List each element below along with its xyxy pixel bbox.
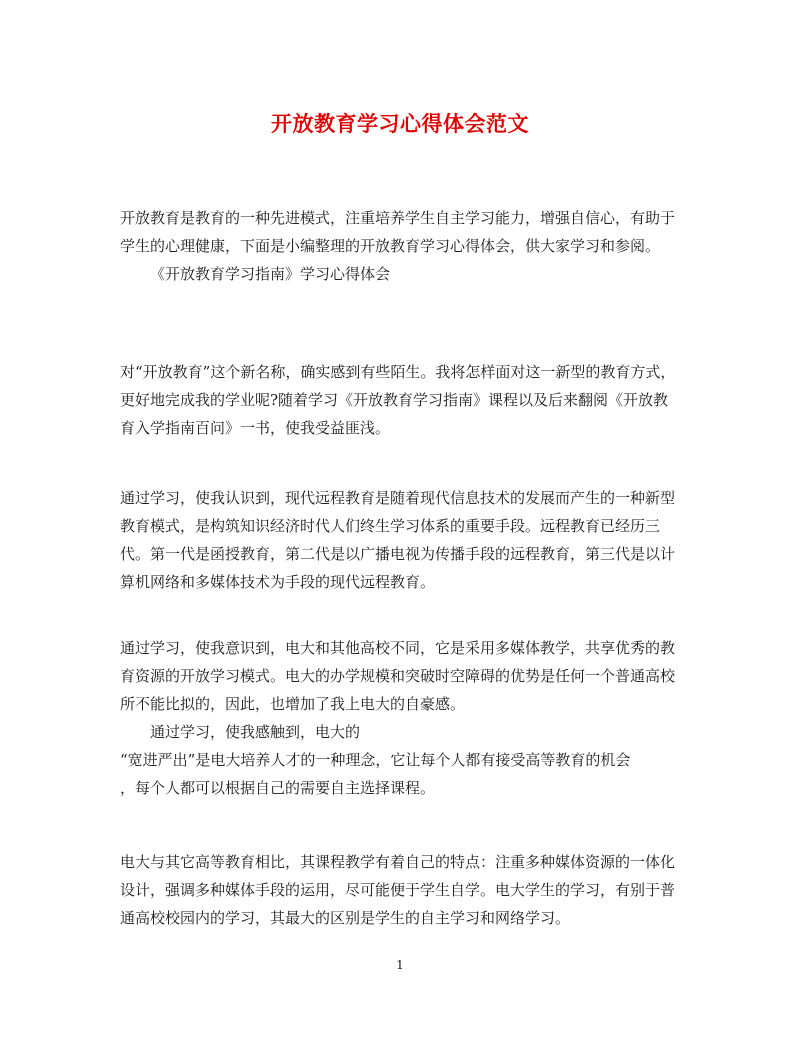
paragraph-4-lead: 通过学习，使我感触到，电大的 <box>150 723 361 741</box>
document-title: 开放教育学习心得体会范文 <box>271 111 529 136</box>
subtitle-line: 《开放教育学习指南》学习心得体会 <box>150 265 391 283</box>
paragraph-4-line-3: ，每个人都可以根据自己的需要自主选择课程。 <box>120 779 436 797</box>
paragraph-3-block <box>120 634 682 802</box>
paragraph-2-block <box>120 484 682 596</box>
page-number: 1 <box>396 958 404 972</box>
paragraph-2: 通过学习，使我认识到，现代远程教育是随着现代信息技术的发展而产生的一种新型教育模式，是构筑知识经济时代人们终生学习体系的重要手段。远程教育已经历三代。第一代是函授教育，第二代是以广播电视为传播手段的远程教育，第三代是以计算机网络和多媒体技术为手段的现代远程教育。 <box>120 489 676 591</box>
intro-paragraph-block <box>120 204 682 288</box>
paragraph-3: 通过学习，使我意识到，电大和其他高校不同，它是采用多媒体教学，共享优秀的教育资源的开放学习模式。电大的办学规模和突破时空障碍的优势是任何一个普通高校所不能比拟的，因此，也增加了我上电大的自豪感。 <box>120 639 676 713</box>
paragraph-1: 对“开放教育”这个新名称，确实感到有些陌生。我将怎样面对这一新型的教育方式，更好地完成我的学业呢?随着学习《开放教育学习指南》课程以及后来翻阅《开放教育入学指南百问》一书，使我受益匪浅。 <box>120 363 676 437</box>
intro-paragraph: 开放教育是教育的一种先进模式，注重培养学生自主学习能力，增强自信心，有助于学生的心理健康，下面是小编整理的开放教育学习心得体会，供大家学习和参阅。 <box>120 209 676 255</box>
paragraph-5: 电大与其它高等教育相比，其课程教学有着自己的特点：注重多种媒体资源的一体化设计，强调多种媒体手段的运用，尽可能便于学生自学。电大学生的学习，有别于普通高校校园内的学习，其最大的区别是学生的自主学习和网络学习。 <box>120 853 676 927</box>
paragraph-1-block <box>120 358 682 442</box>
paragraph-4-line-2: “宽进严出”是电大培养人才的一种理念，它让每个人都有接受高等教育的机会 <box>120 751 631 769</box>
paragraph-5-block <box>120 848 682 932</box>
